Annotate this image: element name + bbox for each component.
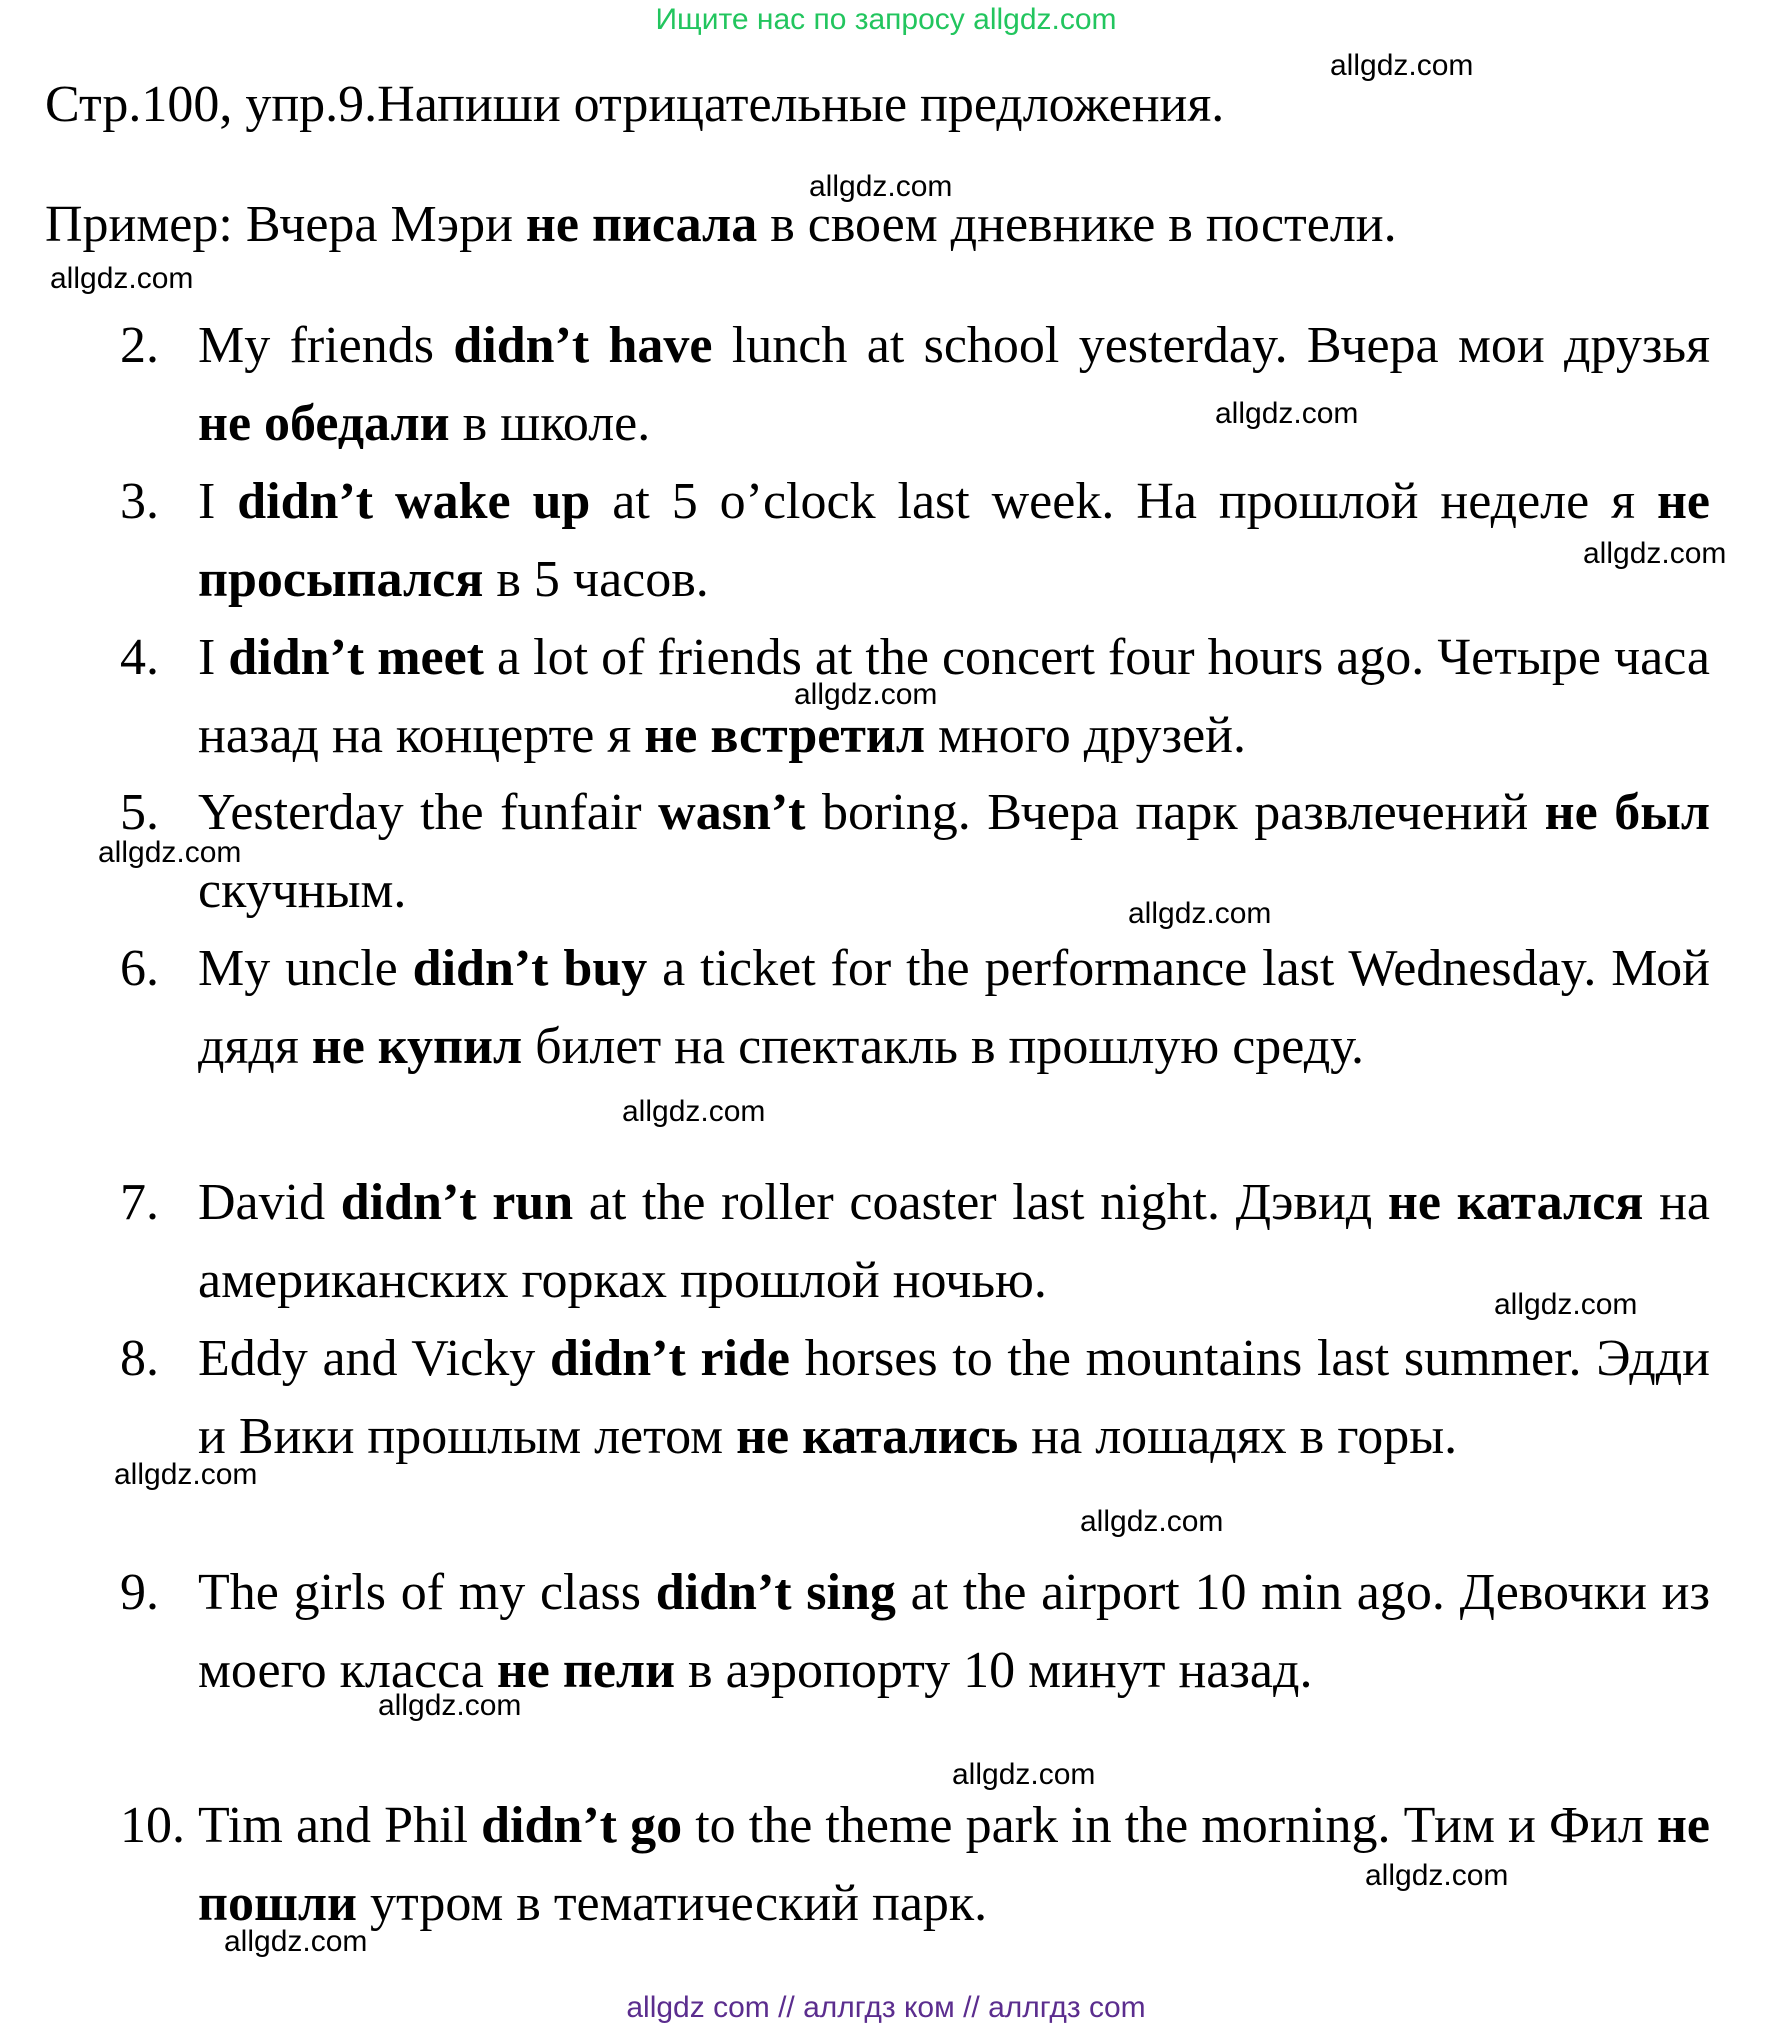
text-run: boring. Вчера парк развлечений bbox=[805, 784, 1545, 841]
bold-run: didn’t buy bbox=[412, 940, 648, 997]
text-run: Yesterday the funfair bbox=[198, 784, 659, 841]
bold-run: didn’t go bbox=[481, 1797, 683, 1854]
bold-run: не был bbox=[1544, 784, 1711, 841]
watermark: allgdz.com bbox=[1330, 49, 1474, 82]
page-title bbox=[45, 73, 1224, 137]
title-text: Стр.100, упр.9.Напиши отрицательные предложения. bbox=[45, 76, 1225, 133]
text-run: на лошадях в горы. bbox=[1018, 1408, 1458, 1465]
bold-run: не купил bbox=[311, 1018, 523, 1075]
watermark: allgdz.com bbox=[50, 262, 194, 295]
text-run: to the theme park in the morning. Тим и Фил bbox=[682, 1797, 1657, 1854]
item-text bbox=[198, 1320, 1710, 1476]
text-run: в школе. bbox=[449, 395, 651, 452]
bold-run: не катались bbox=[736, 1408, 1019, 1465]
example-prefix: Пример: Вчера Мэри bbox=[45, 196, 526, 253]
watermark: allgdz.com bbox=[1080, 1505, 1224, 1538]
text-run: David bbox=[198, 1174, 341, 1231]
list-item bbox=[120, 1164, 1710, 1320]
example-sentence bbox=[45, 193, 1397, 257]
bold-run: didn’t have bbox=[453, 317, 713, 374]
bold-run: не пели bbox=[496, 1642, 676, 1699]
example-bold: не писала bbox=[525, 196, 758, 253]
bold-run: didn’t ride bbox=[549, 1330, 790, 1387]
list-item bbox=[120, 463, 1710, 619]
list-item bbox=[120, 774, 1710, 930]
text-run: a lot of friends at the concert four hours ago. Четыре часа назад на концерте я bbox=[198, 629, 1710, 764]
item-number: 5. bbox=[120, 784, 159, 841]
item-text bbox=[198, 1554, 1710, 1710]
text-run: на американских горках прошлой ночью. bbox=[198, 1174, 1710, 1309]
item-number: 6. bbox=[120, 940, 159, 997]
bold-run: не катался bbox=[1387, 1174, 1644, 1231]
bold-run: didn’t meet bbox=[228, 629, 485, 686]
text-run: утром в тематический парк. bbox=[357, 1875, 988, 1932]
bold-run: не просыпался bbox=[198, 473, 1710, 608]
text-run: My friends bbox=[198, 317, 454, 374]
text-run: at 5 o’clock last week. На прошлой неделе я bbox=[590, 473, 1657, 530]
list-item bbox=[120, 1554, 1710, 1710]
item-number: 3. bbox=[120, 473, 159, 530]
watermark: allgdz.com bbox=[794, 678, 938, 711]
text-run: в 5 часов. bbox=[483, 551, 709, 608]
text-run: lunch at school yesterday. Вчера мои друзья bbox=[712, 317, 1710, 374]
text-run: билет на спектакль в прошлую среду. bbox=[522, 1018, 1364, 1075]
text-run: в аэропорту 10 минут назад. bbox=[675, 1642, 1313, 1699]
text-run: a ticket for the performance last Wednesday. Мой дядя bbox=[198, 940, 1711, 1075]
top-banner: Ищите нас по запросу allgdz.com bbox=[655, 3, 1117, 36]
item-number: 7. bbox=[120, 1174, 159, 1231]
text-run: at the airport 10 min ago. Девочки из моего класса bbox=[198, 1564, 1710, 1699]
item-text bbox=[198, 774, 1710, 930]
bold-run: didn’t sing bbox=[655, 1564, 896, 1621]
watermark: allgdz.com bbox=[114, 1458, 258, 1491]
text-run: at the roller coaster last night. Дэвид bbox=[573, 1174, 1388, 1231]
watermark: allgdz.com bbox=[98, 836, 242, 869]
bold-run: didn’t wake up bbox=[237, 473, 591, 530]
bold-run: wasn’t bbox=[658, 784, 806, 841]
text-run: Eddy and Vicky bbox=[198, 1330, 550, 1387]
text-run: The girls of my class bbox=[198, 1564, 656, 1621]
item-number: 9. bbox=[120, 1564, 159, 1621]
text-run: horses to the mountains last summer. Эдди и Вики прошлым летом bbox=[198, 1330, 1710, 1465]
bold-run: не пошли bbox=[198, 1797, 1710, 1932]
item-text bbox=[198, 463, 1710, 619]
bold-run: не встретил bbox=[644, 707, 925, 764]
watermark: allgdz.com bbox=[224, 1925, 368, 1958]
watermark: allgdz.com bbox=[378, 1689, 522, 1722]
text-run: Tim and Phil bbox=[198, 1797, 482, 1854]
text-run: скучным. bbox=[198, 862, 407, 919]
bold-run: не обедали bbox=[198, 395, 450, 452]
bold-run: didn’t run bbox=[340, 1174, 574, 1231]
text-run: My uncle bbox=[198, 940, 413, 997]
item-number: 10. bbox=[120, 1797, 185, 1854]
watermark: allgdz.com bbox=[1215, 397, 1359, 430]
footer-links: allgdz com // аллгдз ком // аллгдз com bbox=[626, 1991, 1146, 2024]
watermark: allgdz.com bbox=[1583, 537, 1727, 570]
item-number: 4. bbox=[120, 629, 159, 686]
item-text bbox=[198, 1164, 1710, 1320]
watermark: allgdz.com bbox=[1365, 1859, 1509, 1892]
watermark: allgdz.com bbox=[1128, 897, 1272, 930]
example-suffix: в своем дневнике в постели. bbox=[757, 196, 1397, 253]
text-run: много друзей. bbox=[925, 707, 1246, 764]
list-item bbox=[120, 930, 1710, 1086]
item-text bbox=[198, 619, 1710, 775]
item-number: 8. bbox=[120, 1330, 159, 1387]
watermark: allgdz.com bbox=[809, 170, 953, 203]
watermark: allgdz.com bbox=[1494, 1288, 1638, 1321]
list-item bbox=[120, 1320, 1710, 1476]
item-number: 2. bbox=[120, 317, 159, 374]
watermark: allgdz.com bbox=[622, 1095, 766, 1128]
text-run: I bbox=[198, 629, 229, 686]
list-item bbox=[120, 307, 1710, 463]
item-text bbox=[198, 930, 1710, 1086]
item-text bbox=[198, 307, 1710, 463]
text-run: I bbox=[198, 473, 238, 530]
watermark: allgdz.com bbox=[952, 1758, 1096, 1791]
